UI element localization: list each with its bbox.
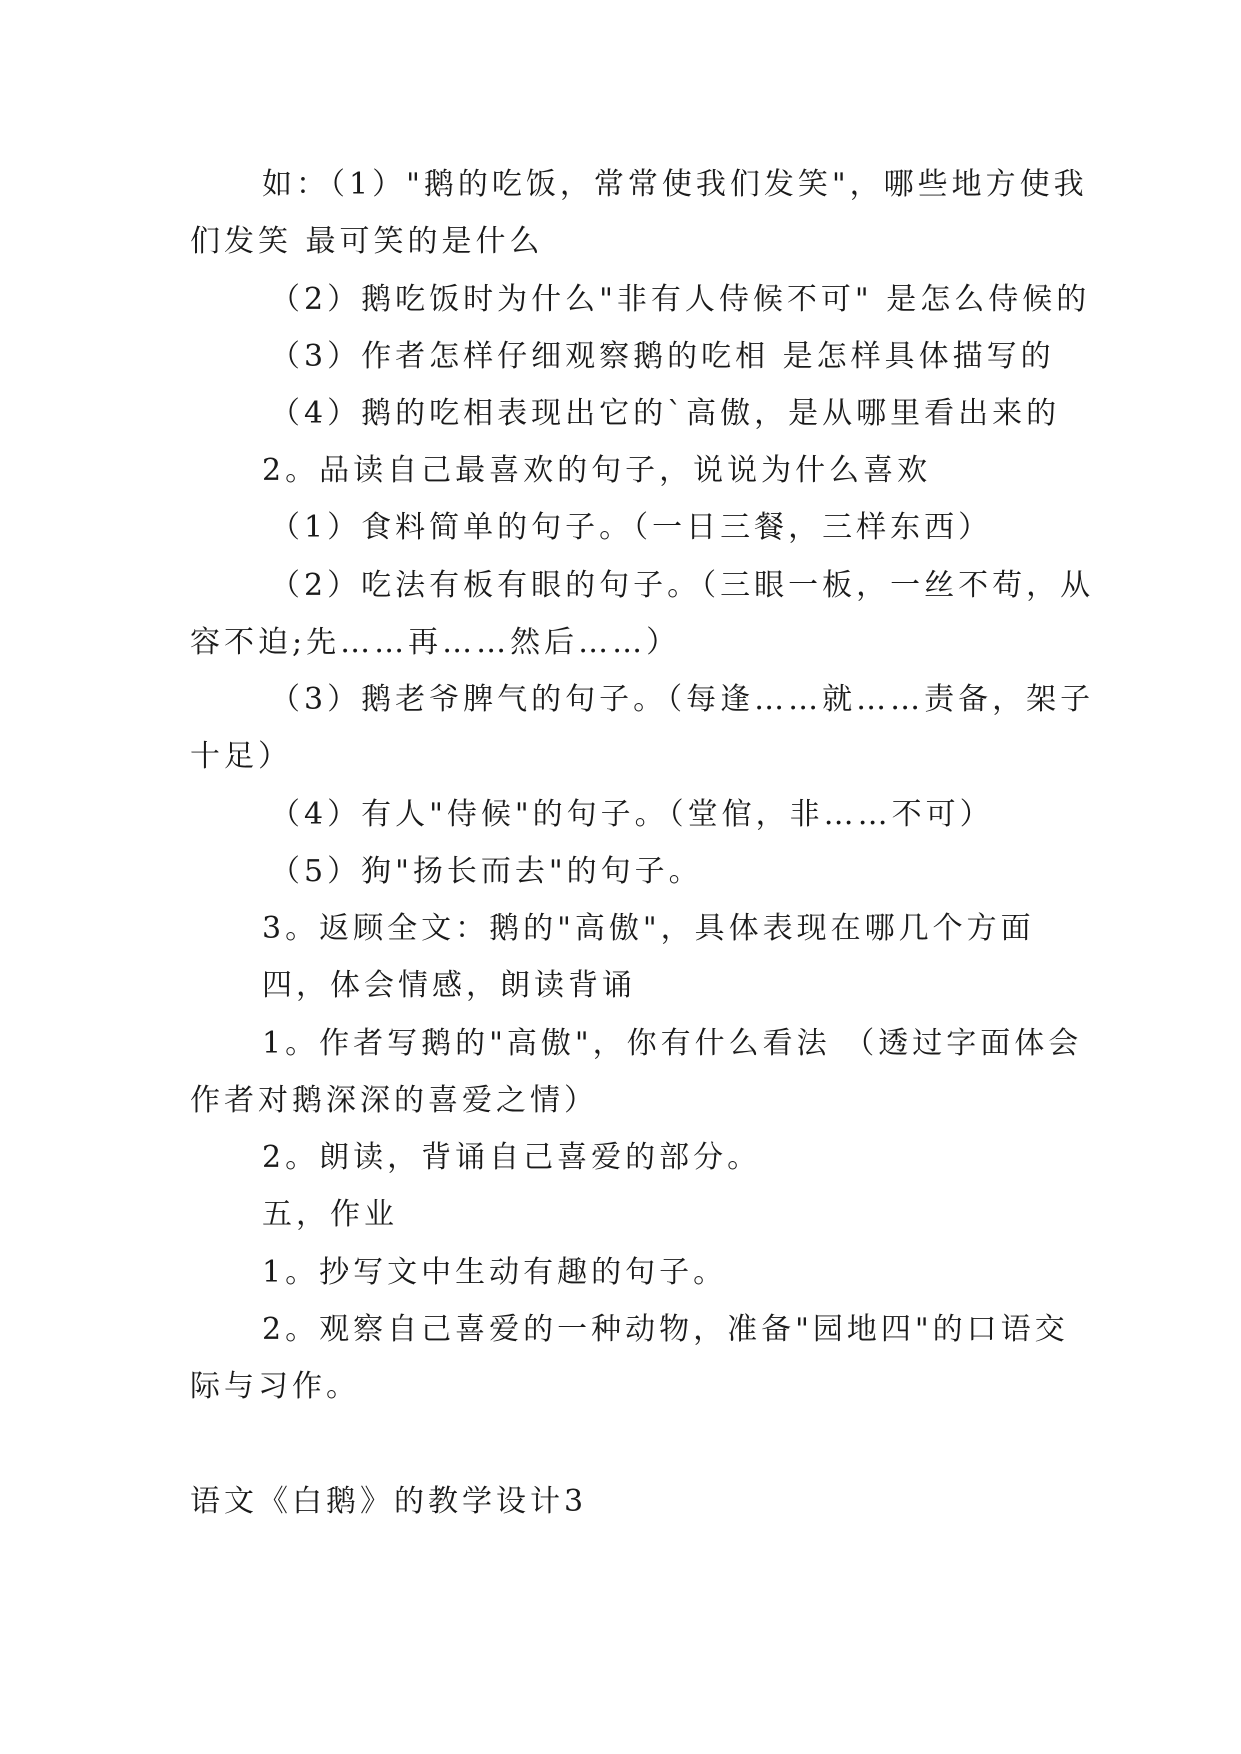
paragraph-line: （1）食料简单的句子。（一日三餐，三样东西） — [270, 510, 993, 545]
paragraph-line: 十足） — [190, 739, 292, 774]
paragraph-line: （2）鹅吃饭时为什么"非有人侍候不可" 是怎么侍候的 — [270, 282, 1091, 317]
paragraph-line: 1。抄写文中生动有趣的句子。 — [262, 1255, 728, 1290]
paragraph-line: 作者对鹅深深的喜爱之情） — [190, 1083, 598, 1118]
document-title: 语文《白鹅》的教学设计3 — [190, 1484, 588, 1519]
paragraph-line: 如：（1）"鹅的吃饭，常常使我们发笑"，哪些地方使我 — [262, 167, 1088, 202]
paragraph-line: （3）鹅老爷脾气的句子。（每逢……就……责备，架子 — [270, 682, 1095, 717]
paragraph-line: （4）有人"侍候"的句子。（堂倌，非……不可） — [270, 797, 994, 832]
paragraph-line: 2。品读自己最喜欢的句子，说说为什么喜欢 — [262, 453, 932, 488]
paragraph-line: 2。观察自己喜爱的一种动物，准备"园地四"的口语交 — [262, 1312, 1069, 1347]
paragraph-line: 1。作者写鹅的"高傲"，你有什么看法 （透过字面体会 — [262, 1026, 1083, 1061]
paragraph-line: （3）作者怎样仔细观察鹅的吃相 是怎样具体描写的 — [270, 339, 1055, 374]
paragraph-line: 们发笑 最可笑的是什么 — [190, 224, 544, 259]
paragraph-line: 际与习作。 — [190, 1369, 360, 1404]
paragraph-line: 3。返顾全文：鹅的"高傲"，具体表现在哪几个方面 — [262, 911, 1035, 946]
paragraph-line: （4）鹅的吃相表现出它的`高傲，是从哪里看出来的 — [270, 396, 1061, 431]
paragraph-line: 容不迫;先……再……然后……） — [190, 625, 681, 660]
paragraph-line: （5）狗"扬长而去"的句子。 — [270, 854, 703, 889]
section-heading: 五，作业 — [262, 1197, 398, 1232]
section-heading: 四，体会情感，朗读背诵 — [262, 968, 636, 1003]
paragraph-line: 2。朗读，背诵自己喜爱的部分。 — [262, 1140, 762, 1175]
paragraph-line: （2）吃法有板有眼的句子。（三眼一板，一丝不苟，从 — [270, 568, 1095, 603]
